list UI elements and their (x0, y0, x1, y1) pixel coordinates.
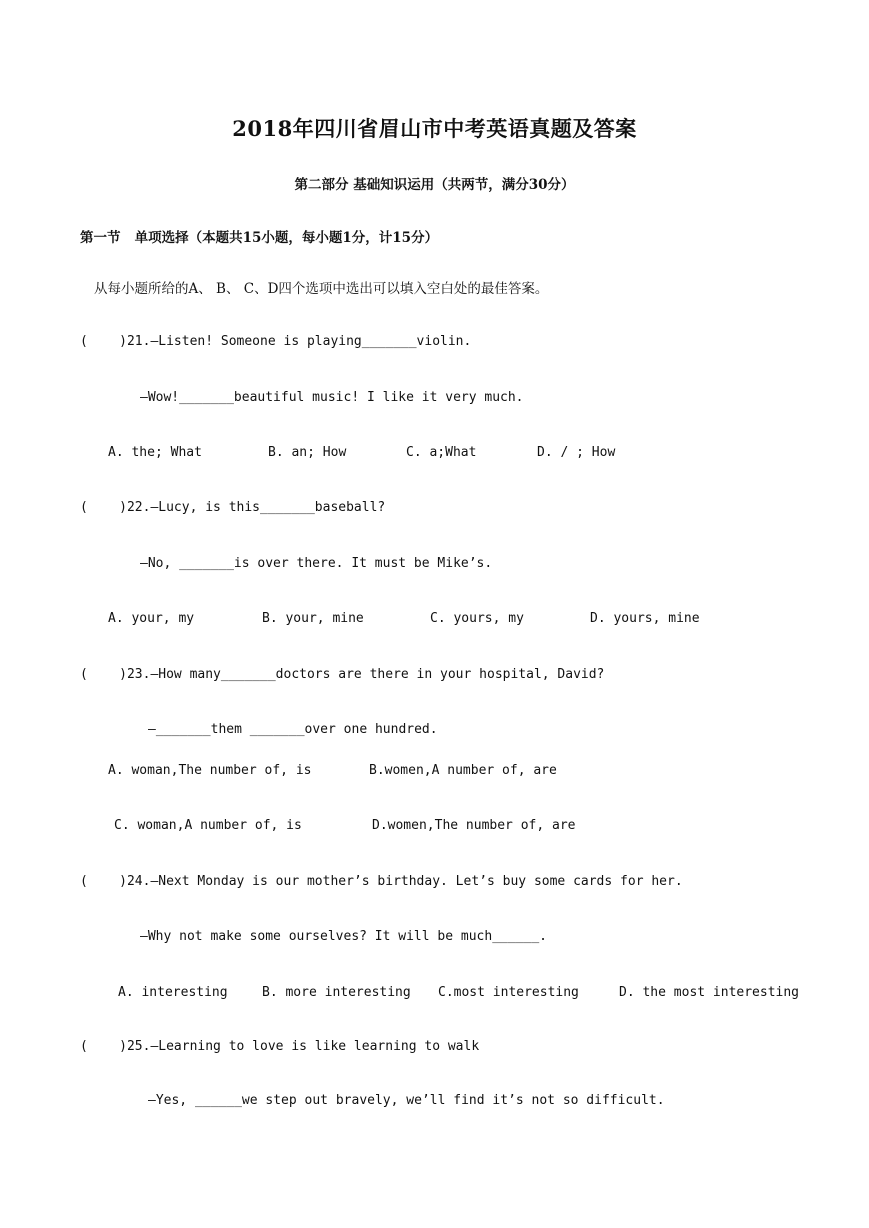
option-d: D. / ; How (537, 445, 616, 460)
instruction-text: 从每小题所给的A、 B、 C、D四个选项中选出可以填入空白处的最佳答案。 (94, 281, 549, 297)
section-heading: 第一节 单项选择（本题共15小题，每小题1分，计15分） (80, 230, 439, 246)
question-22-stem: ( )22.—Lucy, is this_______baseball? (80, 500, 386, 515)
option-d: D.women,The number of, are (372, 818, 576, 833)
question-21-stem: ( )21.—Listen! Someone is playing_______violin. (80, 334, 472, 349)
option-c: C.most interesting (438, 985, 579, 1000)
question-23-reply: —_______them _______over one hundred. (148, 722, 438, 737)
option-a: A. woman,The number of, is (108, 763, 312, 778)
option-d: D. yours, mine (590, 611, 700, 626)
option-b: B. an; How (268, 445, 347, 460)
option-c: C. woman,A number of, is (114, 818, 302, 833)
option-b: B.women,A number of, are (369, 763, 557, 778)
option-a: A. interesting (118, 985, 228, 1000)
option-c: C. yours, my (430, 611, 524, 626)
part-heading: 第二部分 基础知识运用（共两节，满分30分） (294, 177, 575, 193)
question-25-reply: —Yes, ______we step out bravely, we’ll find it’s not so difficult. (148, 1093, 665, 1108)
option-d: D. the most interesting (619, 985, 800, 1000)
option-b: B. more interesting (262, 985, 411, 1000)
question-23-stem: ( )23.—How many_______doctors are there in your hospital, David? (80, 667, 605, 682)
question-22-reply: —No, _______is over there. It must be Mike’s. (140, 556, 493, 571)
option-a: A. the; What (108, 445, 202, 460)
question-24-reply: —Why not make some ourselves? It will be much______. (140, 929, 547, 944)
option-c: C. a;What (406, 445, 477, 460)
page-title: 2018年四川省眉山市中考英语真题及答案 (232, 116, 637, 141)
question-21-reply: —Wow!_______beautiful music! I like it very much. (140, 390, 524, 405)
option-a: A. your, my (108, 611, 195, 626)
question-24-stem: ( )24.—Next Monday is our mother’s birthday. Let’s buy some cards for her. (80, 874, 683, 889)
question-25-stem: ( )25.—Learning to love is like learning to walk (80, 1039, 480, 1054)
option-b: B. your, mine (262, 611, 364, 626)
